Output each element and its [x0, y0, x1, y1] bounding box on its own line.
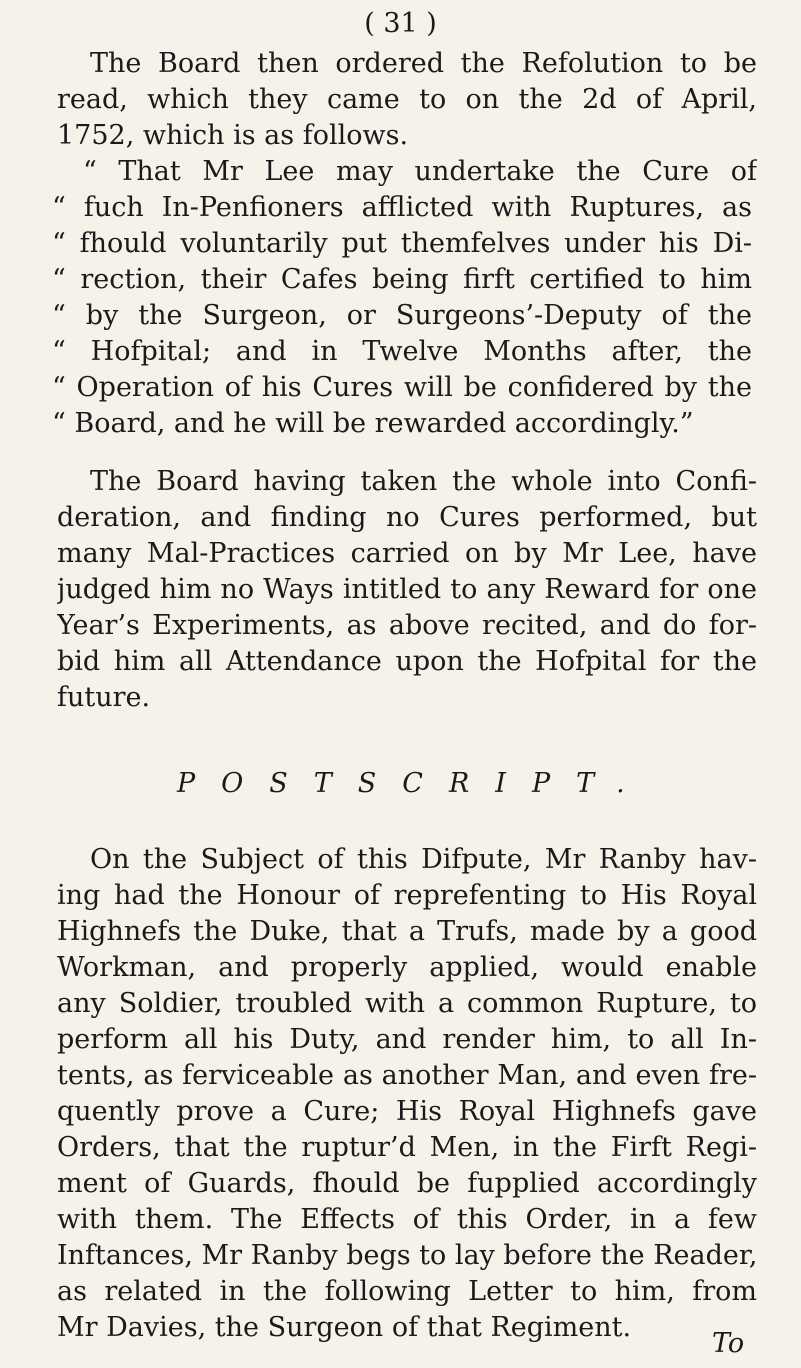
text-line: deration, and finding no Cures performed, but	[57, 502, 757, 533]
text-line: 1752, which is as follows.	[57, 120, 409, 151]
text-line: The Board then ordered the Refolution to be	[90, 48, 757, 79]
text-line: tents, as ferviceable as another Man, and even fre-	[57, 1060, 757, 1091]
text-line: ing had the Honour of reprefenting to His Royal	[57, 880, 757, 911]
page-number: ( 31 )	[364, 8, 437, 39]
text-line: future.	[57, 682, 151, 713]
postscript-heading: POSTSCRIPT.	[177, 768, 651, 799]
text-line: bid him all Attendance upon the Hofpital for the	[57, 646, 757, 677]
text-line: ment of Guards, fhould be fupplied accordingly	[57, 1168, 757, 1199]
quote-line: “ Operation of his Cures will be confidered by the	[52, 372, 752, 403]
text-line: The Board having taken the whole into Confi-	[90, 466, 757, 497]
quote-line: “ That Mr Lee may undertake the Cure of	[83, 156, 757, 187]
catchword: To	[712, 1328, 745, 1359]
quote-line: “ rection, their Cafes being firft certified to him	[52, 264, 752, 295]
text-line: as related in the following Letter to him, from	[57, 1276, 757, 1307]
text-line: any Soldier, troubled with a common Rupture, to	[57, 988, 757, 1019]
text-line: perform all his Duty, and render him, to all In-	[57, 1024, 757, 1055]
text-line: judged him no Ways intitled to any Reward for one	[57, 574, 757, 605]
text-line: Workman, and properly applied, would enable	[57, 952, 757, 983]
text-line: many Mal-Practices carried on by Mr Lee, have	[57, 538, 757, 569]
text-line: with them. The Effects of this Order, in a few	[57, 1204, 757, 1235]
quote-line: “ fuch In-Penfioners afflicted with Ruptures, as	[52, 192, 752, 223]
text-line: Mr Davies, the Surgeon of that Regiment.	[57, 1312, 632, 1343]
quote-line: “ Board, and he will be rewarded accordingly.”	[52, 408, 694, 439]
quote-line: “ fhould voluntarily put themfelves under his Di-	[52, 228, 752, 259]
quote-line: “ by the Surgeon, or Surgeons’-Deputy of the	[52, 300, 752, 331]
quote-line: “ Hofpital; and in Twelve Months after, the	[52, 336, 752, 367]
text-line: quently prove a Cure; His Royal Highnefs gave	[57, 1096, 757, 1127]
text-line: Inftances, Mr Ranby begs to lay before the Reader,	[57, 1240, 757, 1271]
text-line: Year’s Experiments, as above recited, and do for-	[57, 610, 757, 641]
text-line: read, which they came to on the 2d of April,	[57, 84, 757, 115]
text-line: Orders, that the ruptur’d Men, in the Firft Regi-	[57, 1132, 757, 1163]
text-line: On the Subject of this Difpute, Mr Ranby hav-	[90, 844, 757, 875]
text-line: Highnefs the Duke, that a Trufs, made by a good	[57, 916, 757, 947]
